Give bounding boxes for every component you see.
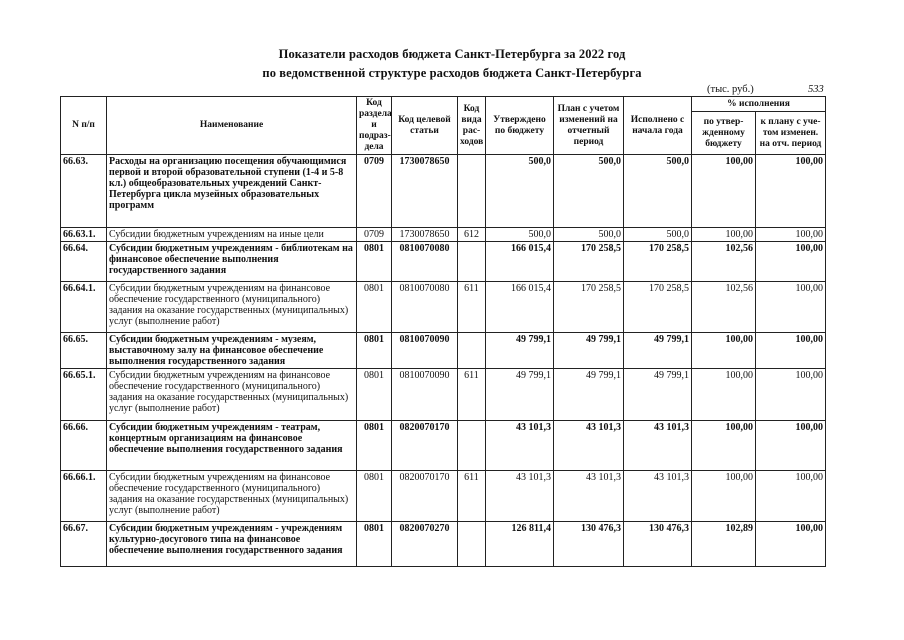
row-executed-amount: 49 799,1 bbox=[624, 369, 692, 421]
row-pct-plan: 100,00 bbox=[756, 471, 826, 522]
row-target-code: 1730078650 bbox=[392, 155, 458, 228]
row-exp-type-code: 611 bbox=[458, 369, 486, 421]
col-header-exp-type: Код вида рас-ходов bbox=[458, 97, 486, 155]
row-exp-type-code bbox=[458, 242, 486, 282]
row-name: Расходы на организацию посещения обучающимися первой и второй образовательной ступени (1-4 и 5-8 кл.) общеобразовательных учреждений Санкт-Петербурга цикла музейных образовательных программ bbox=[107, 155, 357, 228]
units-label: (тыс. руб.) bbox=[707, 84, 754, 95]
table-row bbox=[61, 421, 826, 471]
row-section-code: 0801 bbox=[357, 522, 392, 567]
row-executed-amount: 170 258,5 bbox=[624, 282, 692, 333]
row-pct-approved: 100,00 bbox=[692, 369, 756, 421]
row-planned-amount: 500,0 bbox=[554, 155, 624, 228]
table-row bbox=[61, 471, 826, 522]
row-name: Субсидии бюджетным учреждениям - учреждениям культурно-досугового типа на финансовое обеспечение выполнения государственного задания bbox=[107, 522, 357, 567]
row-target-code: 1730078650 bbox=[392, 228, 458, 242]
row-planned-amount: 500,0 bbox=[554, 228, 624, 242]
table-row bbox=[61, 282, 826, 333]
row-num: 66.65.1. bbox=[61, 369, 107, 421]
row-pct-approved: 100,00 bbox=[692, 333, 756, 369]
row-name: Субсидии бюджетным учреждениям на финансовое обеспечение государственного (муниципального) задания на оказание государственных (муниципальных) услуг (выполнение работ) bbox=[107, 282, 357, 333]
row-pct-plan: 100,00 bbox=[756, 155, 826, 228]
row-executed-amount: 500,0 bbox=[624, 228, 692, 242]
col-header-section: Код раздела и подраз-дела bbox=[357, 97, 392, 155]
row-section-code: 0801 bbox=[357, 282, 392, 333]
report-title-line2: по ведомственной структуре расходов бюджета Санкт-Петербурга bbox=[262, 66, 642, 80]
row-planned-amount: 43 101,3 bbox=[554, 421, 624, 471]
row-approved-amount: 43 101,3 bbox=[486, 471, 554, 522]
row-approved-amount: 126 811,4 bbox=[486, 522, 554, 567]
row-name: Субсидии бюджетным учреждениям - библиотекам на финансовое обеспечение выполнения государственного задания bbox=[107, 242, 357, 282]
row-exp-type-code: 611 bbox=[458, 471, 486, 522]
report-title-line1: Показатели расходов бюджета Санкт-Петербурга за 2022 год bbox=[278, 47, 626, 61]
row-num: 66.65. bbox=[61, 333, 107, 369]
row-section-code: 0709 bbox=[357, 155, 392, 228]
row-pct-plan: 100,00 bbox=[756, 242, 826, 282]
col-header-planned: План с учетом изменений на отчетный период bbox=[554, 97, 624, 155]
row-executed-amount: 43 101,3 bbox=[624, 421, 692, 471]
row-pct-approved: 100,00 bbox=[692, 228, 756, 242]
row-pct-approved: 102,89 bbox=[692, 522, 756, 567]
row-exp-type-code bbox=[458, 333, 486, 369]
page-number: 533 bbox=[808, 84, 824, 95]
row-target-code: 0820070270 bbox=[392, 522, 458, 567]
row-target-code: 0820070170 bbox=[392, 421, 458, 471]
row-approved-amount: 49 799,1 bbox=[486, 333, 554, 369]
table-row bbox=[61, 369, 826, 421]
row-approved-amount: 166 015,4 bbox=[486, 242, 554, 282]
row-section-code: 0801 bbox=[357, 421, 392, 471]
row-approved-amount: 43 101,3 bbox=[486, 421, 554, 471]
col-header-pct-plan: к плану с уче-том изменен. на отч. период bbox=[756, 112, 826, 155]
table-row bbox=[61, 155, 826, 228]
row-pct-approved: 102,56 bbox=[692, 282, 756, 333]
col-header-percent-group: % исполнения bbox=[692, 97, 826, 112]
row-section-code: 0801 bbox=[357, 471, 392, 522]
row-section-code: 0801 bbox=[357, 242, 392, 282]
row-planned-amount: 170 258,5 bbox=[554, 242, 624, 282]
row-section-code: 0709 bbox=[357, 228, 392, 242]
row-planned-amount: 43 101,3 bbox=[554, 471, 624, 522]
row-num: 66.66. bbox=[61, 421, 107, 471]
row-pct-approved: 102,56 bbox=[692, 242, 756, 282]
row-exp-type-code bbox=[458, 522, 486, 567]
row-target-code: 0810070080 bbox=[392, 282, 458, 333]
row-pct-approved: 100,00 bbox=[692, 155, 756, 228]
row-exp-type-code: 611 bbox=[458, 282, 486, 333]
row-num: 66.63.1. bbox=[61, 228, 107, 242]
row-num: 66.67. bbox=[61, 522, 107, 567]
row-planned-amount: 130 476,3 bbox=[554, 522, 624, 567]
col-header-approved: Утверждено по бюджету bbox=[486, 97, 554, 155]
row-approved-amount: 500,0 bbox=[486, 228, 554, 242]
row-approved-amount: 166 015,4 bbox=[486, 282, 554, 333]
row-section-code: 0801 bbox=[357, 333, 392, 369]
row-target-code: 0810070080 bbox=[392, 242, 458, 282]
row-pct-plan: 100,00 bbox=[756, 228, 826, 242]
col-header-executed: Исполнено с начала года bbox=[624, 97, 692, 155]
row-num: 66.64.1. bbox=[61, 282, 107, 333]
row-pct-plan: 100,00 bbox=[756, 522, 826, 567]
expenditure-table bbox=[60, 96, 826, 567]
row-name: Субсидии бюджетным учреждениям на финансовое обеспечение государственного (муниципального) задания на оказание государственных (муниципальных) услуг (выполнение работ) bbox=[107, 369, 357, 421]
row-target-code: 0810070090 bbox=[392, 369, 458, 421]
row-pct-plan: 100,00 bbox=[756, 333, 826, 369]
row-name: Субсидии бюджетным учреждениям - театрам, концертным организациям на финансовое обеспечение выполнения государственного задания bbox=[107, 421, 357, 471]
row-target-code: 0820070170 bbox=[392, 471, 458, 522]
col-header-pct-approved: по утвер-жденному бюджету bbox=[692, 112, 756, 155]
row-planned-amount: 170 258,5 bbox=[554, 282, 624, 333]
row-pct-plan: 100,00 bbox=[756, 369, 826, 421]
col-header-target: Код целевой статьи bbox=[392, 97, 458, 155]
table-row bbox=[61, 522, 826, 567]
row-name: Субсидии бюджетным учреждениям на финансовое обеспечение государственного (муниципального) задания на оказание государственных (муниципальных) услуг (выполнение работ) bbox=[107, 471, 357, 522]
row-name: Субсидии бюджетным учреждениям - музеям, выставочному залу на финансовое обеспечение выполнения государственного задания bbox=[107, 333, 357, 369]
row-executed-amount: 170 258,5 bbox=[624, 242, 692, 282]
row-executed-amount: 500,0 bbox=[624, 155, 692, 228]
row-pct-plan: 100,00 bbox=[756, 421, 826, 471]
row-planned-amount: 49 799,1 bbox=[554, 333, 624, 369]
row-executed-amount: 49 799,1 bbox=[624, 333, 692, 369]
row-target-code: 0810070090 bbox=[392, 333, 458, 369]
table-row bbox=[61, 242, 826, 282]
row-pct-plan: 100,00 bbox=[756, 282, 826, 333]
row-exp-type-code bbox=[458, 155, 486, 228]
row-num: 66.64. bbox=[61, 242, 107, 282]
row-pct-approved: 100,00 bbox=[692, 471, 756, 522]
row-section-code: 0801 bbox=[357, 369, 392, 421]
row-exp-type-code: 612 bbox=[458, 228, 486, 242]
row-approved-amount: 49 799,1 bbox=[486, 369, 554, 421]
row-num: 66.63. bbox=[61, 155, 107, 228]
col-header-name: Наименование bbox=[107, 97, 357, 155]
row-num: 66.66.1. bbox=[61, 471, 107, 522]
table-row bbox=[61, 333, 826, 369]
row-name: Субсидии бюджетным учреждениям на иные цели bbox=[107, 228, 357, 242]
row-executed-amount: 130 476,3 bbox=[624, 522, 692, 567]
row-planned-amount: 49 799,1 bbox=[554, 369, 624, 421]
row-executed-amount: 43 101,3 bbox=[624, 471, 692, 522]
table-row bbox=[61, 228, 826, 242]
col-header-num: N п/п bbox=[61, 97, 107, 155]
row-exp-type-code bbox=[458, 421, 486, 471]
row-pct-approved: 100,00 bbox=[692, 421, 756, 471]
row-approved-amount: 500,0 bbox=[486, 155, 554, 228]
